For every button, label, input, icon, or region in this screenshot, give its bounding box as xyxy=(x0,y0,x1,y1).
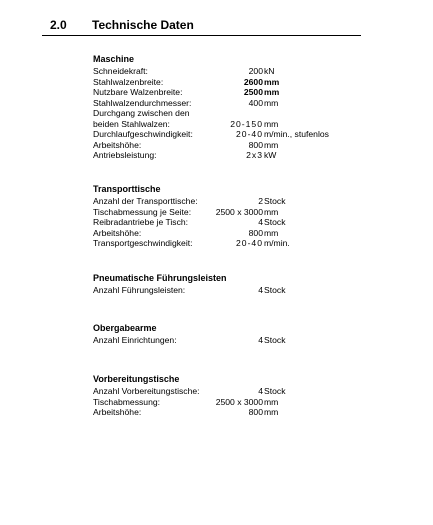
spec-value: 2 xyxy=(258,196,263,206)
spec-unit: mm xyxy=(264,139,279,150)
spec-value: 4 xyxy=(258,217,263,227)
spec-row xyxy=(93,140,393,151)
spec-label: Schneidekraft: xyxy=(93,66,148,76)
spec-unit: Stock xyxy=(264,335,286,345)
section-title: Pneumatische Führungsleisten xyxy=(93,273,227,283)
section-vorbereitungstische xyxy=(93,374,393,418)
spec-unit: mm xyxy=(264,206,279,217)
spec-label: Stahlwalzendurchmesser: xyxy=(93,97,192,108)
spec-row xyxy=(93,87,393,98)
spec-list xyxy=(93,285,393,296)
spec-list xyxy=(93,66,393,161)
spec-unit: Stock xyxy=(264,217,286,227)
spec-unit: Stock xyxy=(264,285,286,295)
spec-value: 2500 xyxy=(243,87,263,97)
spec-row xyxy=(93,108,393,119)
spec-label: Transportgeschwindigkeit: xyxy=(93,238,193,248)
spec-unit: kN xyxy=(264,66,275,76)
spec-value: 800 xyxy=(248,139,263,150)
section-title: Obergabearme xyxy=(93,323,157,333)
spec-value: 800 xyxy=(248,407,263,417)
spec-value: 20-40 xyxy=(236,238,263,248)
spec-value: 4 xyxy=(258,386,263,396)
spec-row xyxy=(93,335,393,346)
spec-unit: mm xyxy=(264,227,279,238)
spec-row xyxy=(93,119,393,130)
section-header xyxy=(42,17,361,36)
spec-label: Tischabmessung: xyxy=(93,396,161,407)
spec-label: Anzahl Vorbereitungstische: xyxy=(93,386,200,396)
spec-unit: mm xyxy=(264,97,279,108)
spec-value: 800 xyxy=(248,227,263,238)
spec-row xyxy=(93,98,393,109)
section-transporttische xyxy=(93,184,393,249)
spec-value: 4 xyxy=(258,285,263,295)
spec-row xyxy=(93,77,393,88)
section-title: Vorbereitungstische xyxy=(93,374,180,384)
spec-label: Durchgang zwischen den xyxy=(93,108,190,118)
spec-value: 2x3 xyxy=(246,150,263,160)
spec-label: Durchlaufgeschwindigkeit: xyxy=(93,129,193,139)
spec-unit: mm xyxy=(264,118,279,129)
spec-row xyxy=(93,386,393,397)
spec-list xyxy=(93,196,393,249)
spec-row xyxy=(93,129,393,140)
spec-unit: mm xyxy=(264,87,280,97)
spec-row xyxy=(93,407,393,418)
spec-row xyxy=(93,217,393,228)
spec-label: Arbeitshöhe: xyxy=(93,227,142,238)
spec-row xyxy=(93,196,393,207)
spec-label: Anzahl Führungsleisten: xyxy=(93,285,186,295)
spec-label: Arbeitshöhe: xyxy=(93,139,142,150)
spec-row xyxy=(93,228,393,239)
spec-value: 2500 x 3000 xyxy=(215,396,263,407)
spec-label: Tischabmessung je Seite: xyxy=(93,206,192,217)
spec-label: Anzahl Einrichtungen: xyxy=(93,335,177,345)
spec-unit: kW xyxy=(264,150,277,160)
spec-unit: Stock xyxy=(264,196,286,206)
spec-label: Arbeitshöhe: xyxy=(93,407,142,417)
spec-label: beiden Stahlwalzen: xyxy=(93,118,170,129)
spec-row xyxy=(93,66,393,77)
spec-label: Reibradantriebe je Tisch: xyxy=(93,217,189,227)
section-fuehrungsleisten xyxy=(93,273,393,296)
spec-unit: mm xyxy=(264,76,280,87)
spec-label: Nutzbare Walzenbreite: xyxy=(93,87,183,97)
spec-list xyxy=(93,335,393,346)
section-title: Transporttische xyxy=(93,184,161,194)
spec-value: 2500 x 3000 xyxy=(215,206,263,217)
spec-value: 2600 xyxy=(243,76,263,87)
spec-unit: m/min., stufenlos xyxy=(264,129,329,139)
spec-unit: mm xyxy=(264,396,279,407)
section-obergabearme xyxy=(93,323,393,346)
spec-value: 20-40 xyxy=(236,129,263,139)
spec-row xyxy=(93,150,393,161)
page-title: Technische Daten xyxy=(92,18,194,32)
spec-unit: m/min. xyxy=(264,238,290,248)
section-maschine xyxy=(93,54,393,161)
section-title: Maschine xyxy=(93,54,135,64)
spec-label: Stahlwalzenbreite: xyxy=(93,76,164,87)
section-number: 2.0 xyxy=(50,18,67,32)
spec-row xyxy=(93,207,393,218)
spec-value: 200 xyxy=(248,66,263,76)
spec-row xyxy=(93,285,393,296)
spec-label: Anzahl der Transporttische: xyxy=(93,196,198,206)
spec-label: Antriebsleistung: xyxy=(93,150,157,160)
spec-unit: Stock xyxy=(264,386,286,396)
spec-value: 20-150 xyxy=(230,118,263,129)
spec-row xyxy=(93,238,393,249)
spec-value: 4 xyxy=(258,335,263,345)
spec-value: 400 xyxy=(248,97,263,108)
spec-row xyxy=(93,397,393,408)
spec-unit: mm xyxy=(264,407,279,417)
spec-list xyxy=(93,386,393,418)
